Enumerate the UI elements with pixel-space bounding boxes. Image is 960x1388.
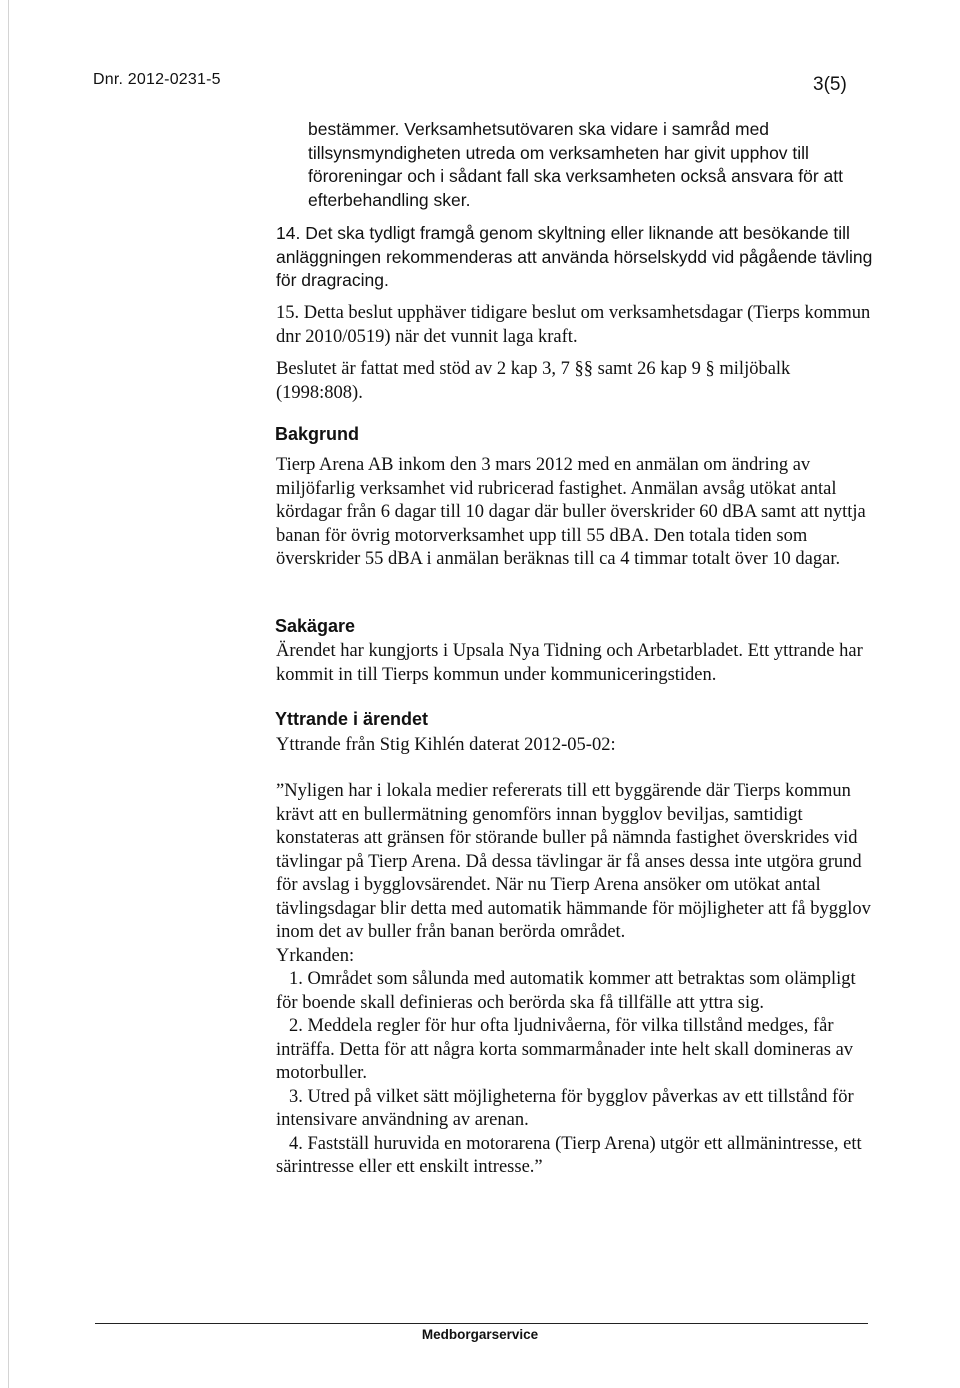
condition-text: Detta beslut upphäver tidigare beslut om verksamhetsdagar (Tierps kommun dnr 2010/0519) när det vunnit laga kraft. <box>276 303 871 347</box>
footer-label: Medborgarservice <box>421 1327 539 1342</box>
quoted-statement <box>276 780 876 1180</box>
page-number: 3(5) <box>813 74 847 95</box>
claim-number: 1. <box>289 969 303 989</box>
scan-edge-line <box>8 0 9 1388</box>
section-heading-bakgrund: Bakgrund <box>275 424 360 444</box>
claim-item-3 <box>276 1086 876 1133</box>
legal-basis: Beslutet är fattat med stöd av 2 kap 3, 7 §§ samt 26 kap 9 § miljöbalk (1998:808). <box>276 359 791 403</box>
condition-number: 14. <box>276 223 301 243</box>
claim-text: Fastställ huruvida en motorarena (Tierp Arena) utgör ett allmänintresse, ett särintresse eller ett enskilt intresse.” <box>276 1133 862 1177</box>
quote-paragraph: ”Nyligen har i lokala medier refererats till ett byggärende där Tierps kommun krävt att en bullermätning genomförs innan bygglov beviljas, samtidigt konstateras att gränsen för störande buller på nämnda fastighet överskrides vid tävlingar på Tierp Arena. Då dessa tävlingar är få anses dessa inte utgöra grund för avslag i bygglovsärendet. När nu Tierp Arena ansöker om utökat antal tävlingsdagar blir detta med automatik hämmande för möjligheter att få bygglov inom det av buller från banan berörda området. <box>276 781 871 942</box>
section-heading-sakagare: Sakägare <box>275 616 356 636</box>
intro-paragraph: bestämmer. Verksamhetsutövaren ska vidare i samråd med tillsynsmyndigheten utreda om verksamheten har givit upphov till föroreningar och i sådant fall ska verksamheten också ansvara för att efterbehandling sker. <box>308 119 843 210</box>
claim-item-2 <box>276 1015 876 1086</box>
footer-divider <box>95 1323 868 1324</box>
claim-number: 2. <box>289 1016 303 1036</box>
bakgrund-paragraph: Tierp Arena AB inkom den 3 mars 2012 med en anmälan om ändring av miljöfarlig verksamhet vid rubricerad fastighet. Anmälan avsåg utökat antal kördagar från 6 dagar till 10 dagar där buller överskrider 60 dBA samt att nyttja banan för övrig motorverksamhet upp till 55 dBA. Den totala tiden som överskrider 55 dBA i anmälan beräknas till ca 4 timmar totalt över 10 dagar. <box>276 455 866 569</box>
condition-15 <box>276 302 876 349</box>
claim-text-first: Området som sålunda med automatik kommer att betraktas som olämpligt för boende skall definieras och berörda ska få tillfälle att yttra sig. <box>276 969 856 1013</box>
claim-text: Utred på vilket sätt möjligheterna för bygglov påverkas av ett tillstånd för intensivare användning av arenan. <box>276 1086 854 1130</box>
claims-label: Yrkanden: <box>276 945 355 966</box>
condition-text: Det ska tydligt framgå genom skyltning eller liknande att besökande till anläggningen rekommenderas att använda hörselskydd vid pågående tävling för dragracing. <box>276 223 873 290</box>
claim-text: Meddela regler för hur ofta ljudnivåerna, för vilka tillstånd medges, får inträffa. Detta för att några korta sommarmånader inte helt skall domineras av motorbuller. <box>276 1016 854 1083</box>
sakagare-paragraph: Ärendet har kungjorts i Upsala Nya Tidning och Arbetarbladet. Ett yttrande har kommit in till Tierps kommun under kommuniceringstiden. <box>276 641 863 685</box>
claim-item-4 <box>276 1133 876 1180</box>
condition-number: 15. <box>276 303 300 323</box>
claim-number: 4. <box>289 1133 303 1154</box>
section-heading-yttrande: Yttrande i ärendet <box>275 709 429 729</box>
yttrande-intro: Yttrande från Stig Kihlén daterat 2012-05-02: <box>276 735 616 755</box>
document-number: Dnr. 2012-0231-5 <box>93 71 221 88</box>
claim-number: 3. <box>289 1086 303 1107</box>
claim-item-1 <box>276 968 876 1015</box>
condition-14 <box>276 222 876 293</box>
